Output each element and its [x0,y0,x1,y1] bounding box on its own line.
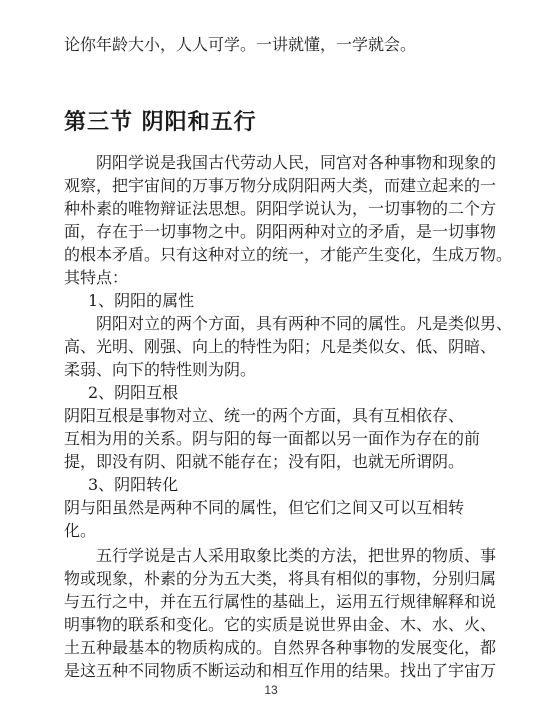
text-line: 与五行之中，并在五行属性的基础上，运用五行规律解释和说 [64,592,497,611]
text-line: 面，存在于一切事物之中。阴阳两种对立的矛盾，是一切事物 [64,222,497,241]
text-line: 是这五种不同物质不断运动和相互作用的结果。找出了宇宙万 [64,661,497,680]
text-line: 的根本矛盾。只有这种对立的统一，才能产生变化，生成万物。 [64,245,513,264]
text-line: 化。 [64,521,97,540]
text-line: 互相为用的关系。阴与阳的每一面都以另一面作为存在的前 [64,429,481,448]
subheading-1: 1、阴阳的属性 [88,291,195,310]
text-line: 论你年龄大小，人人可学。一讲就懂，一学就会。 [64,35,417,54]
text-line: 阴与阳虽然是两种不同的属性，但它们之间又可以互相转 [64,498,465,517]
text-line: 观察，把宇宙间的万事万物分成阴阳两大类，而建立起来的一 [64,176,497,195]
subheading-3: 3、阴阳转化 [88,475,179,494]
text-line: 土五种最基本的物质构成的。自然界各种事物的发展变化，都 [64,638,497,657]
text-line: 物或现象，朴素的分为五大类，将具有相似的事物，分别归属 [64,569,497,588]
text-line: 五行学说是古人采用取象比类的方法，把世界的物质、事 [96,546,497,565]
section-title: 第三节 阴阳和五行 [64,110,257,135]
text-line: 柔弱、向下的特性则为阴。 [64,360,257,379]
text-line: 其特点： [64,268,129,287]
page-number: 13 [264,683,278,697]
text-line: 阴阳学说是我国古代劳动人民，同宫对各种事物和现象的 [96,153,497,172]
text-line: 阴阳互根是事物对立、统一的两个方面，具有互相依存、 [64,406,465,425]
text-line: 种朴素的唯物辩证法思想。阴阳学说认为，一切事物的二个方 [64,199,497,218]
subheading-2: 2、阴阳互根 [88,383,179,402]
text-line: 明事物的联系和变化。它的实质是说世界由金、木、水、火、 [64,615,497,634]
text-line: 提，即没有阴、阳就不能存在；没有阳，也就无所谓阴。 [64,452,465,471]
text-line: 阴阳对立的两个方面，具有两种不同的属性。凡是类似男、 [96,314,513,333]
text-line: 高、光明、刚强、向上的特性为阳；凡是类似女、低、阴暗、 [64,337,497,356]
